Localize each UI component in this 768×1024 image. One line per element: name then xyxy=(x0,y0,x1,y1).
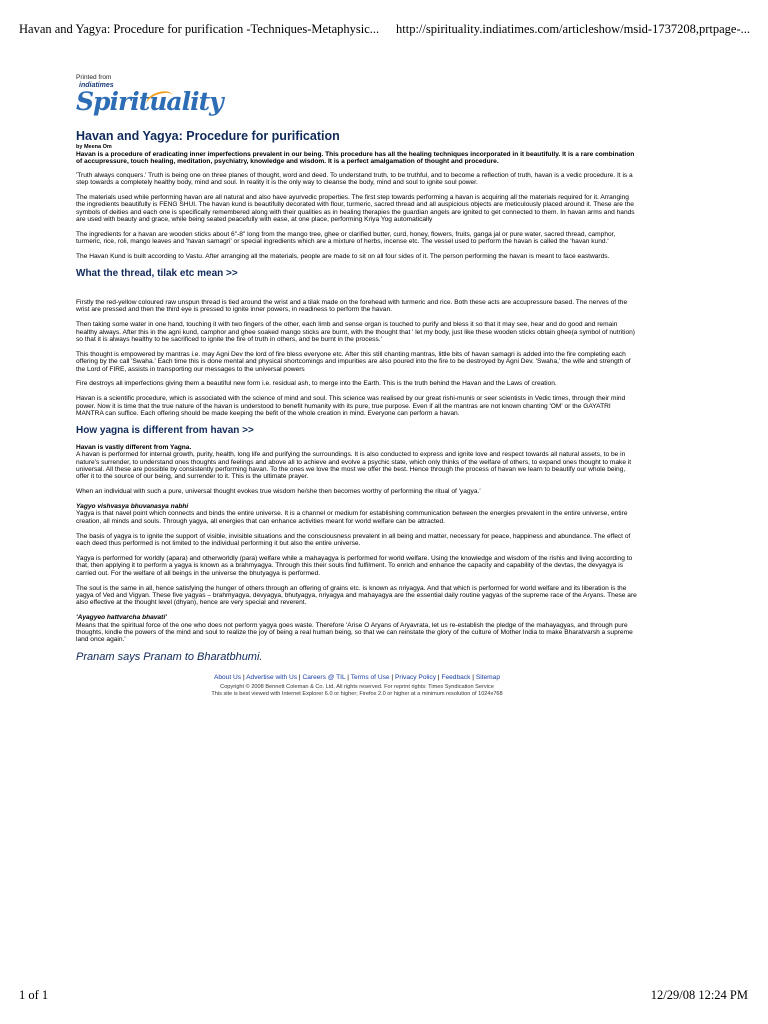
closing-line: Pranam says Pranam to Bharatbhumi. xyxy=(76,651,263,664)
link-sitemap[interactable]: Sitemap xyxy=(475,674,501,682)
subheading-ayagyeo: 'Ayagyeo hattvarcha bhavati' xyxy=(76,614,167,622)
paragraph: The basis of yagya is to ignite the support of visible, invisible situations and the consciousness prevalent in all being and matter, necessary for peace, happiness and abundance. The effect of each deed thus performed is not limited to the individual performing it but also the entire universe. xyxy=(76,532,631,548)
paragraph: Then taking some water in one hand, touching it with two fingers of the other, each limb and sense organ is touched to purify and bless it so that it may see, hear and do good and remain healthy always. After this in the agni kund, camphor and ghee soaked mango sticks are burnt, with the thought that ' let my body, just like these wooden sticks obtain ghee(a symbol of nutrition) so that it is always healthy to be sacrificed to ignite the fire of truth in others, and be burnt in the process.' xyxy=(76,321,635,344)
page-url: http://spirituality.indiatimes.com/articleshow/msid-1737208,prtpage-... xyxy=(396,22,750,36)
paragraph: The materials used while performing havan are all natural and also have ayurvedic properties. The first step towards performing a havan is acquiring all the materials required for it. Arranging the ingredients beautifully is FENG SHUI. The havan kund is beautifully decorated with flour, turmeric, sacred thread and all auspicious objects are meticulously placed around it. These are the symbols of deities and each one is specifically remembered along with their qualities as in healing therapies the guardian angels are ignited to get connected to them. In havan arms and hands are used with beauty and grace, while being seated peacefully with ease, at one place, performing Kriya Yog automatically xyxy=(76,194,635,224)
link-separator: | xyxy=(242,674,245,682)
browser-note: This site is best viewed with Internet Explorer 6.0 or higher; Firefox 2.0 or higher at a minimum resolution of 1024x768 xyxy=(211,690,503,697)
link-separator: | xyxy=(298,674,301,682)
copyright-text: Copyright © 2008 Bennett Coleman & Co. Ltd. All rights reserved. For reprint rights: Times Syndication Service xyxy=(220,684,494,691)
link-separator: | xyxy=(391,674,394,682)
paragraph-yagna xyxy=(76,444,638,481)
article-byline: by Meena Om xyxy=(76,144,112,150)
logo-indiatimes: indiatimes xyxy=(79,82,114,89)
paragraph: This thought is empowered by mantras i.e. may Agni Dev the lord of fire bless everyone etc. After this still chanting mantras, little bits of havan samagri is added into the fire completing each offering by the call 'Swaha.' Each time this is done mental and physical shortcomings and impurities are also poured into the fire to be destroyed by Agni Dev. 'Swaha,' the wife and strength of the Lord of FIRE, assists in transporting our messages to the universal powers xyxy=(76,350,631,373)
paragraph: The Havan Kund is built according to Vastu. After arranging all the materials, people are made to sit on all four sides of it. The person performing the havan is meant to face eastwards. xyxy=(76,253,610,261)
paragraph: Fire destroys all imperfections giving them a beautiful new form i.e. residual ash, to merge into the Earth. This is the truth behind the Havan and the Laws of creation. xyxy=(76,380,557,388)
paragraph: Havan is a scientific procedure, which is associated with the science of mind and soul. This science was realised by our great rishi-munis or seer scientists in Vedic times, through their mind power. Now it is time that the true nature of the havan is understood to benefit humanity with its pure, true purpose. Even if all the mantras are not known chanting 'OM' or the GAYATRI MANTRA can suffice. Each offering should be made keeping the befit of the whole creation in mind. Everyone can perform a havan. xyxy=(76,395,626,418)
link-separator: | xyxy=(437,674,440,682)
link-about-us[interactable]: About Us xyxy=(213,674,242,682)
paragraph: When an individual with such a pure, universal thought evokes true wisdom he/she then becomes worthy of performing the ritual of 'yagya.' xyxy=(76,488,481,496)
page-title: Havan and Yagya: Procedure for purification -Techniques-Metaphysic... xyxy=(19,22,380,36)
paragraph-sub2 xyxy=(76,614,638,644)
paragraph-sub1 xyxy=(76,503,638,525)
link-careers[interactable]: Careers @ TIL xyxy=(302,674,346,682)
section-heading-yagna[interactable]: How yagna is different from havan >> xyxy=(76,424,254,436)
link-terms[interactable]: Terms of Use xyxy=(350,674,390,682)
link-feedback[interactable]: Feedback xyxy=(441,674,471,682)
print-footer xyxy=(19,988,748,1003)
footer-links xyxy=(76,674,638,681)
logo-spirituality: Spirituality xyxy=(76,87,223,116)
print-datetime: 12/29/08 12:24 PM xyxy=(650,988,748,1002)
article-intro: Havan is a procedure of eradicating inner imperfections prevalent in our being. This procedure has all the healing techniques incorporated in it beautifully. It is a rare combination of accupressure, touch healing, meditation, psychiatry, knowledge and wisdom. It is a perfect amalgamation of thought and procedure. xyxy=(76,151,635,166)
page-number: 1 of 1 xyxy=(19,988,49,1002)
article-title: Havan and Yagya: Procedure for purification xyxy=(76,129,340,143)
paragraph: The soul is the same in all, hence satisfying the hunger of others through an offering of grains etc. is known as nriyagya. And that which is performed for world welfare and its liberation is the yagya of Ved and Vigyan. These five yagyas – brahmyagya, devyagya, bhutyagya, nriyagya and mahayagya are the essential daily routine yagyas of the supreme race of the Aryans. These are also effective at the thought level (dhyan), hence are very special and reverent. xyxy=(76,584,637,607)
paragraph: Firstly the red-yellow coloured raw unspun thread is tied around the wrist and a tilak made on the forehead with turmeric and rice. Both these acts are accupressure based. The nerves of the wrist are pressed and then the third eye is pressed to ignite inner powers, in readiness to perform the havan. xyxy=(76,299,628,314)
section-heading-thread[interactable]: What the thread, tilak etc mean >> xyxy=(76,268,238,280)
spirituality-logo[interactable] xyxy=(76,82,223,120)
print-header xyxy=(19,22,750,37)
link-separator: | xyxy=(472,674,474,682)
sub2-text: Means that the spiritual force of the one who does not perform yagya goes waste. Therefore 'Arise O Aryans of Aryavrata, let us re-establish the pledge of the mahayagyas, and through pure thoughts, kindle the powers of the mind and soul to realize the joy of being a real human being, so that we can reinstate the glory of the culture of Mother India to make Bharatvarsh a supreme land once again.' xyxy=(76,621,633,644)
paragraph: The ingredients for a havan are wooden sticks about 6"-8" long from the mango tree, ghee or clarified butter, curd, honey, flowers, fruits, ganga jal or pure water, sacred thread, camphor, turmeric, rice, roli, mango leaves and 'havan samagri' or special ingredients which are a mixture of herbs, incense etc. The vessel used to perform the havan is called the 'havan kund.' xyxy=(76,231,616,246)
sub1-text: Yagya is that navel point which connects and binds the entire universe. It is a channel or medium for establishing communication between the energies prevalent in the entire universe, entire creation, all minds and souls. Through yagya, all energies that can enhance activities meant for world welfare can be attracted. xyxy=(76,510,628,525)
yagna-first-text: A havan is performed for internal growth, purity, health, long life and purifying the surroundings. It is also conducted to express and ignite love and respect towards all natural assets, to be in nature's surrender, to understand ones thoughts and feelings and above all to achieve and evolve a psychic state, which only thinks of the welfare of others, to expand ones thought to make it universal. All these are possible by consistently performing havan. To the ones we love the most we offer the best. Hence through the process of havan we learn to beautify our whole being, offer it to the source of our being, and surrender to it. This is the ultimate prayer. xyxy=(76,451,632,481)
link-privacy[interactable]: Privacy Policy xyxy=(394,674,437,682)
article-content xyxy=(76,74,638,697)
link-separator: | xyxy=(347,674,350,682)
yagna-lead: Havan is vastly different from Yagna. xyxy=(76,443,192,451)
paragraph: 'Truth always conquers.' Truth is being one on three planes of thought, word and deed. To understand truth, to be truthful, and to become a reflection of truth, havan is a vedic procedure. It is a step towards a completely healthy body, mind and soul. In reality it is the only way to cleanse the body, mind and soul to ignite soul power. xyxy=(76,171,633,187)
paragraph: Yagya is performed for worldly (apara) and otherworldly (para) welfare while a mahayagya is performed for world welfare. Using the knowledge and wisdom of the rishis and living according to that, then applying it to perform a yagya is known as a brahmyagya. Through this their souls find fulfilment. To enrich and enhance the capacity and capability of the devtas, the devyagya is carried out. For the welfare of all beings in the universe the bhutyagya is performed. xyxy=(76,554,633,577)
subheading-yagyo: Yagyo vishvasya bhuvanasya nabhi xyxy=(76,503,189,511)
link-advertise[interactable]: Advertise with Us xyxy=(246,674,298,682)
printed-from-label: Printed from xyxy=(76,74,112,81)
